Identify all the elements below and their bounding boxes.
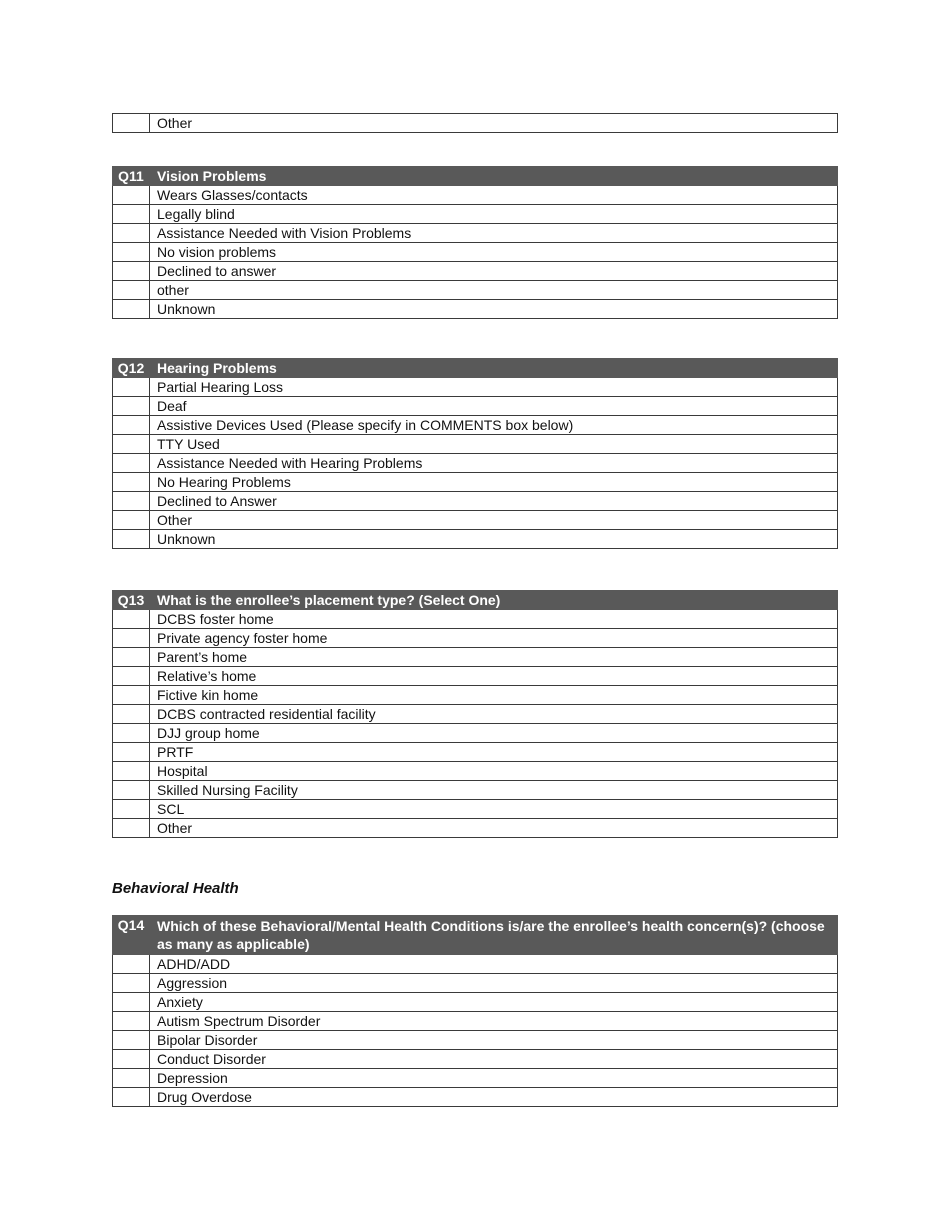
option-label: Bipolar Disorder [150, 1031, 838, 1050]
option-label: Depression [150, 1069, 838, 1088]
option-label: Fictive kin home [150, 686, 838, 705]
checkbox-cell[interactable] [113, 993, 150, 1012]
option-label: other [150, 281, 838, 300]
option-row [113, 1012, 838, 1031]
option-row [113, 610, 838, 629]
q13-table [112, 590, 838, 838]
checkbox-cell[interactable] [113, 530, 150, 549]
option-label: Other [150, 114, 838, 133]
option-row [113, 205, 838, 224]
option-row [113, 955, 838, 974]
option-label: PRTF [150, 743, 838, 762]
option-label: Other [150, 511, 838, 530]
option-row [113, 1069, 838, 1088]
option-row [113, 511, 838, 530]
option-label: Assistance Needed with Vision Problems [150, 224, 838, 243]
checkbox-cell[interactable] [113, 974, 150, 993]
question-title: Hearing Problems [150, 359, 838, 378]
option-label: Aggression [150, 974, 838, 993]
option-label: Autism Spectrum Disorder [150, 1012, 838, 1031]
option-row [113, 819, 838, 838]
checkbox-cell[interactable] [113, 416, 150, 435]
checkbox-cell[interactable] [113, 243, 150, 262]
checkbox-cell[interactable] [113, 1031, 150, 1050]
checkbox-cell[interactable] [113, 300, 150, 319]
option-label: DJJ group home [150, 724, 838, 743]
option-row [113, 648, 838, 667]
option-row [113, 781, 838, 800]
option-row [113, 473, 838, 492]
option-label: TTY Used [150, 435, 838, 454]
option-label: Assistive Devices Used (Please specify in COMMENTS box below) [150, 416, 838, 435]
checkbox-cell[interactable] [113, 667, 150, 686]
checkbox-cell[interactable] [113, 743, 150, 762]
checkbox-cell[interactable] [113, 473, 150, 492]
option-label: Deaf [150, 397, 838, 416]
option-row [113, 243, 838, 262]
checkbox-cell[interactable] [113, 511, 150, 530]
checkbox-cell[interactable] [113, 435, 150, 454]
option-row [113, 492, 838, 511]
question-title: Which of these Behavioral/Mental Health Conditions is/are the enrollee’s health concern(s)? (choose as many as applicable) [150, 916, 838, 955]
option-row [113, 724, 838, 743]
checkbox-cell[interactable] [113, 1069, 150, 1088]
option-label: Declined to Answer [150, 492, 838, 511]
checkbox-cell[interactable] [113, 819, 150, 838]
q11-table [112, 166, 838, 319]
option-label: Private agency foster home [150, 629, 838, 648]
option-label: Legally blind [150, 205, 838, 224]
checkbox-cell[interactable] [113, 686, 150, 705]
option-label: Unknown [150, 300, 838, 319]
question-title: Vision Problems [150, 167, 838, 186]
checkbox-cell[interactable] [113, 262, 150, 281]
question-number: Q14 [113, 916, 150, 955]
question-title: What is the enrollee’s placement type? (Select One) [150, 591, 838, 610]
checkbox-cell[interactable] [113, 224, 150, 243]
checkbox-cell[interactable] [113, 454, 150, 473]
checkbox-cell[interactable] [113, 1050, 150, 1069]
checkbox-cell[interactable] [113, 281, 150, 300]
option-row [113, 629, 838, 648]
option-row [113, 686, 838, 705]
option-label: Declined to answer [150, 262, 838, 281]
option-label: Unknown [150, 530, 838, 549]
option-label: Wears Glasses/contacts [150, 186, 838, 205]
option-row [113, 435, 838, 454]
question-header [113, 167, 838, 186]
option-label: Skilled Nursing Facility [150, 781, 838, 800]
option-label: Assistance Needed with Hearing Problems [150, 454, 838, 473]
q10-tail-table [112, 113, 838, 133]
option-row [113, 993, 838, 1012]
checkbox-cell[interactable] [113, 762, 150, 781]
question-header [113, 591, 838, 610]
option-label: No vision problems [150, 243, 838, 262]
option-row [113, 114, 838, 133]
checkbox-cell[interactable] [113, 205, 150, 224]
option-row [113, 281, 838, 300]
checkbox-cell[interactable] [113, 629, 150, 648]
option-row [113, 705, 838, 724]
option-row [113, 378, 838, 397]
option-label: ADHD/ADD [150, 955, 838, 974]
question-number: Q12 [113, 359, 150, 378]
option-label: DCBS contracted residential facility [150, 705, 838, 724]
option-label: Drug Overdose [150, 1088, 838, 1107]
option-label: Hospital [150, 762, 838, 781]
option-label: DCBS foster home [150, 610, 838, 629]
question-number: Q11 [113, 167, 150, 186]
checkbox-cell[interactable] [113, 955, 150, 974]
checkbox-cell[interactable] [113, 114, 150, 133]
checkbox-cell[interactable] [113, 610, 150, 629]
option-row [113, 762, 838, 781]
option-row [113, 1031, 838, 1050]
q14-table [112, 915, 838, 1107]
checkbox-cell[interactable] [113, 705, 150, 724]
checkbox-cell[interactable] [113, 1012, 150, 1031]
option-row [113, 186, 838, 205]
question-number: Q13 [113, 591, 150, 610]
option-row [113, 224, 838, 243]
option-row [113, 262, 838, 281]
question-header [113, 916, 838, 955]
checkbox-cell[interactable] [113, 378, 150, 397]
checkbox-cell[interactable] [113, 1088, 150, 1107]
checkbox-cell[interactable] [113, 492, 150, 511]
question-header [113, 359, 838, 378]
q12-table [112, 358, 838, 549]
option-row [113, 1088, 838, 1107]
checkbox-cell[interactable] [113, 397, 150, 416]
option-row [113, 300, 838, 319]
option-label: Other [150, 819, 838, 838]
option-label: No Hearing Problems [150, 473, 838, 492]
option-row [113, 416, 838, 435]
option-row [113, 743, 838, 762]
option-row [113, 397, 838, 416]
option-row [113, 974, 838, 993]
option-row [113, 530, 838, 549]
checkbox-cell[interactable] [113, 781, 150, 800]
section-heading-behavioral-health: Behavioral Health [112, 880, 239, 897]
option-label: SCL [150, 800, 838, 819]
option-label: Conduct Disorder [150, 1050, 838, 1069]
option-label: Relative’s home [150, 667, 838, 686]
option-row [113, 800, 838, 819]
option-label: Partial Hearing Loss [150, 378, 838, 397]
option-label: Anxiety [150, 993, 838, 1012]
option-row [113, 1050, 838, 1069]
option-row [113, 454, 838, 473]
option-label: Parent’s home [150, 648, 838, 667]
checkbox-cell[interactable] [113, 724, 150, 743]
checkbox-cell[interactable] [113, 800, 150, 819]
option-row [113, 667, 838, 686]
checkbox-cell[interactable] [113, 648, 150, 667]
checkbox-cell[interactable] [113, 186, 150, 205]
